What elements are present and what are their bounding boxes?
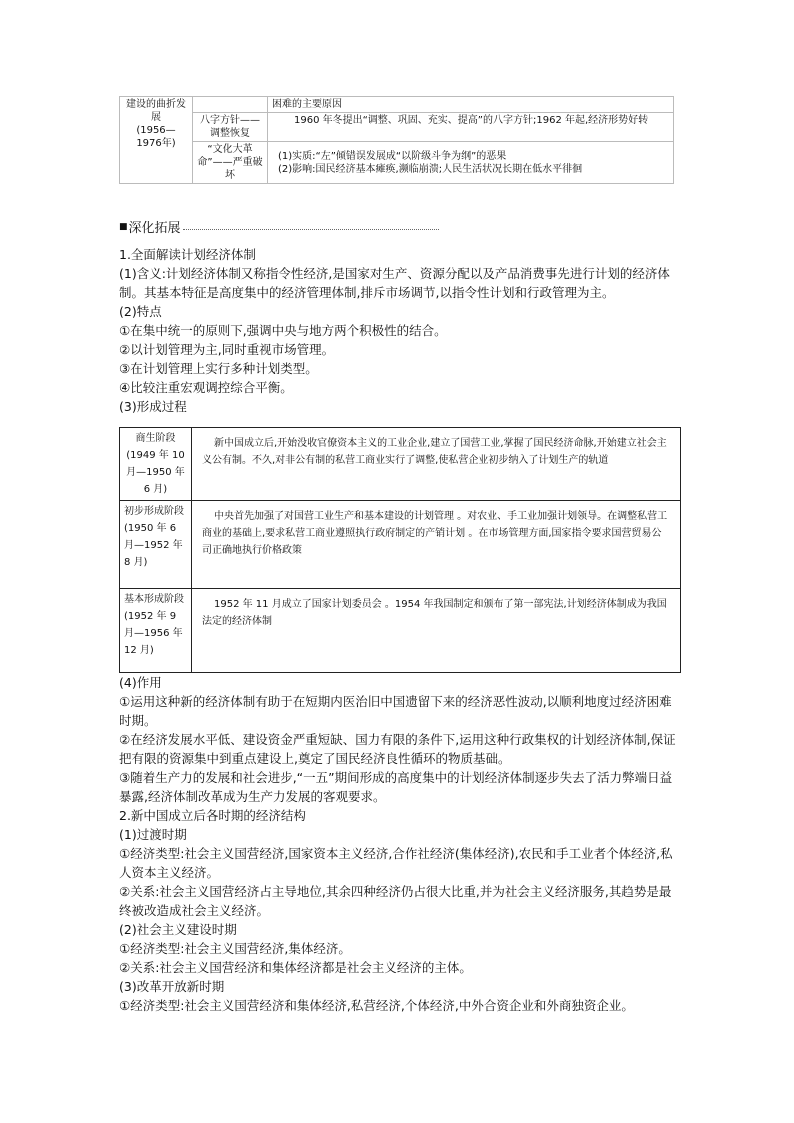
stage-description: 1952 年 11 月成立了国家计划委员会 。1954 年我国制定和颁布了第一部宪法,计划经济体制成为我国法定的经济体制 xyxy=(192,589,681,673)
paragraph: (2)特点 xyxy=(119,304,162,319)
header-empty-cell xyxy=(193,97,268,113)
paragraph: 2.新中国成立后各时期的经济结构 xyxy=(119,808,306,823)
stage-label: 商生阶段(1949 年 10 月—1950 年 6 月) xyxy=(120,428,192,501)
stage-description: 中央首先加强了对国营工业生产和基本建设的计划管理 。对农业、手工业加强计划领导。在调整私营工商业的基础上,要求私营工商业遵照执行政府制定的产销计划 。在市场管理方面,国家指令要求国营贸易公司正确地执行价格政策 xyxy=(192,501,681,589)
stage-description: 新中国成立后,开始没收官僚资本主义的工业企业,建立了国营工业,掌握了国民经济命脉,开始建立社会主义公有制。不久,对非公有制的私营工商业实行了调整,使私营企业初步纳入了计划生产的轨道 xyxy=(192,428,681,501)
stage-content: 1960 年冬提出“调整、巩固、充实、提高”的八字方针;1962 年起,经济形势好转 xyxy=(268,113,674,142)
content-line: (2)影响:国民经济基本瘫痪,濒临崩溃;人民生活状况长期在低水平徘徊 xyxy=(278,164,583,175)
paragraph: (3)形成过程 xyxy=(119,399,187,414)
content-line: (1)实质:“左”倾错误发展成“以阶级斗争为纲”的恶果 xyxy=(278,151,507,162)
paragraph: ②在经济发展水平低、建设资金严重短缺、国力有限的条件下,运用这种行政集权的计划经济体制,保证把有限的资源集中到重点建设上,奠定了国民经济良性循环的物质基础。 xyxy=(119,732,676,766)
paragraph: ①在集中统一的原则下,强调中央与地方两个积极性的结合。 xyxy=(119,323,447,338)
period-years: (1956—1976年) xyxy=(136,125,176,149)
table-row xyxy=(120,428,681,501)
paragraph: ②关系:社会主义国营经济和集体经济都是社会主义经济的主体。 xyxy=(119,960,472,975)
paragraph: ①经济类型:社会主义国营经济,国家资本主义经济,合作社经济(集体经济),农民和手工业者个体经济,私人资本主义经济。 xyxy=(119,846,673,880)
header-reason-cell: 困难的主要原因 xyxy=(268,97,674,113)
paragraph: ③随着生产力的发展和社会进步,“一五”期间形成的高度集中的计划经济体制逐步失去了活力弊端日益暴露,经济体制改革成为生产力发展的客观要求。 xyxy=(119,770,673,804)
paragraph: ①经济类型:社会主义国营经济,集体经济。 xyxy=(119,941,351,956)
paragraph: ②关系:社会主义国营经济占主导地位,其余四种经济仍占很大比重,并为社会主义经济服务,其趋势是最终被改造成社会主义经济。 xyxy=(119,884,672,918)
stage-cell: 八字方针——调整恢复 xyxy=(193,113,268,142)
paragraph: (4)作用 xyxy=(119,675,162,690)
dotted-leader xyxy=(183,229,439,230)
paragraph: (3)改革开放新时期 xyxy=(119,979,225,994)
paragraph: (1)过渡时期 xyxy=(119,827,187,842)
table-row xyxy=(120,589,681,673)
paragraph: ①运用这种新的经济体制有助于在短期内医治旧中国遗留下来的经济恶性波动,以顺利地度过经济困难时期。 xyxy=(119,694,672,728)
square-bullet-icon: ■ xyxy=(119,221,128,232)
paragraph: (1)含义:计划经济体制又称指令性经济,是国家对生产、资源分配以及产品消费事先进行计划的经济体制。其基本特征是高度集中的经济管理体制,排斥市场调节,以指令性计划和行政管理为主。 xyxy=(119,266,670,300)
table-row xyxy=(120,501,681,589)
paragraph: 1.全面解读计划经济体制 xyxy=(119,247,256,262)
section-heading xyxy=(119,217,439,236)
paragraph: ①经济类型:社会主义国营经济和集体经济,私营经济,个体经济,中外合资企业和外商独资企业。 xyxy=(119,998,634,1013)
stage-content xyxy=(268,142,674,184)
paragraph: ②以计划管理为主,同时重视市场管理。 xyxy=(119,342,335,357)
stage-label: 初步形成阶段(1950 年 6 月—1952 年 8 月) xyxy=(120,501,192,589)
paragraph: (2)社会主义建设时期 xyxy=(119,922,237,937)
stage-cell: “文化大革命”——严重破坏 xyxy=(193,142,268,184)
body-text-part2 xyxy=(119,673,681,1015)
stage-label: 基本形成阶段(1952 年 9 月—1956 年 12 月) xyxy=(120,589,192,673)
body-text-part1 xyxy=(119,245,675,416)
paragraph: ③在计划管理上实行多种计划类型。 xyxy=(119,361,318,376)
section-title: 深化拓展 xyxy=(128,221,181,236)
formation-table xyxy=(119,427,681,673)
history-table xyxy=(119,96,674,184)
period-title: 建设的曲折发展 xyxy=(126,99,186,123)
period-cell xyxy=(120,97,193,184)
paragraph: ④比较注重宏观调控综合平衡。 xyxy=(119,380,293,395)
